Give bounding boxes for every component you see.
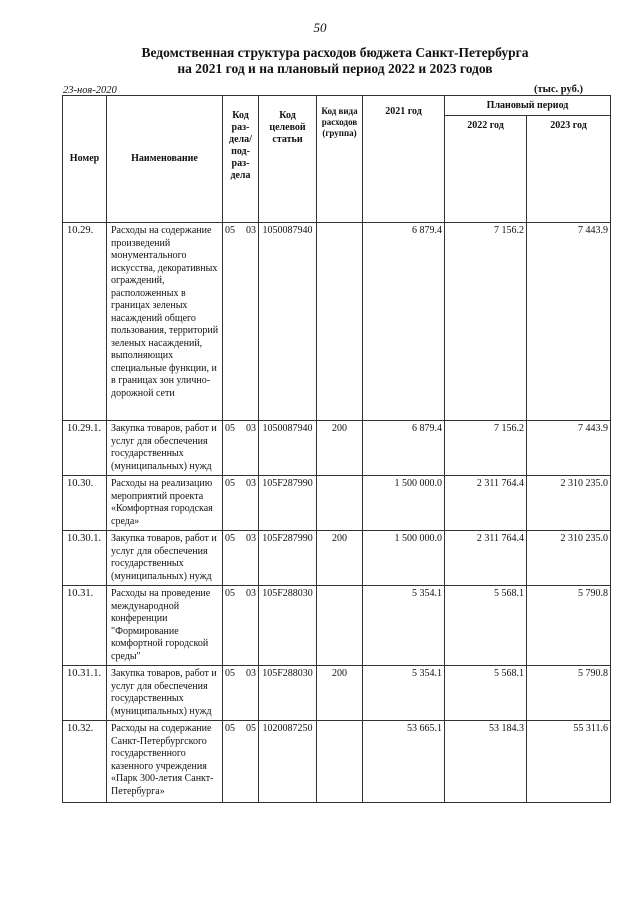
row-type: 200 [317,666,363,721]
header-number: Номер [63,96,107,223]
row-2023: 55 311.6 [527,721,611,803]
row-2022: 5 568.1 [445,586,527,666]
row-target: 1050087940 [259,421,317,476]
row-type [317,476,363,531]
row-name: Расходы на содержание Санкт-Петербургского государственного казенного учреждения «Парк 300-летия Санкт-Петербурга» [107,721,223,803]
page-number: 50 [313,20,327,35]
row-target: 1050087940 [259,223,317,421]
header-section: Код раз- дела/ под- раз- дела [223,96,259,223]
row-section: 05 03 [223,586,259,666]
row-target: 105F287990 [259,476,317,531]
row-target: 105F287990 [259,531,317,586]
row-2022: 2 311 764.4 [445,531,527,586]
row-number: 10.30. [63,476,107,531]
row-2021: 1 500 000.0 [363,531,445,586]
row-target: 105F288030 [259,586,317,666]
row-2022: 2 311 764.4 [445,476,527,531]
row-number: 10.31.1. [63,666,107,721]
row-2022: 7 156.2 [445,223,527,421]
table-row [63,666,611,721]
row-type [317,721,363,803]
header-2022: 2022 год [445,116,527,223]
row-target: 1020087250 [259,721,317,803]
row-target: 105F288030 [259,666,317,721]
document-title [100,45,570,77]
table-row [63,476,611,531]
row-section: 05 03 [223,223,259,421]
row-section: 05 03 [223,476,259,531]
table-row [63,531,611,586]
row-name: Закупка товаров, работ и услуг для обеспечения государственных (муниципальных) нужд [107,666,223,721]
header-target: Код целевой статьи [259,96,317,223]
row-2021: 5 354.1 [363,666,445,721]
budget-table [62,95,611,803]
row-type: 200 [317,531,363,586]
budget-table-container [62,95,610,803]
title-line-2: на 2021 год и на плановый период 2022 и 2023 годов [177,61,493,76]
row-type [317,223,363,421]
table-row [63,721,611,803]
row-section: 05 05 [223,721,259,803]
row-number: 10.32. [63,721,107,803]
row-number: 10.31. [63,586,107,666]
row-2023: 5 790.8 [527,586,611,666]
row-2021: 53 665.1 [363,721,445,803]
row-2021: 6 879.4 [363,421,445,476]
row-section: 05 03 [223,666,259,721]
title-line-1: Ведомственная структура расходов бюджета Санкт-Петербурга [141,45,529,60]
header-name: Наименование [107,96,223,223]
row-name: Расходы на реализацию мероприятий проекта «Комфортная городская среда» [107,476,223,531]
row-type: 200 [317,421,363,476]
row-name: Расходы на содержание произведений монументального искусства, декоративных ограждений, расположенных в границах зеленых насаждений общего пользования, территорий зеленых насаждений, выполняющих специальные функции, и в границах зон улично-дорожной сети [107,223,223,421]
row-number: 10.29. [63,223,107,421]
row-number: 10.30.1. [63,531,107,586]
row-2023: 5 790.8 [527,666,611,721]
table-row [63,223,611,421]
units-label: (тыс. руб.) [534,84,583,95]
row-2023: 7 443.9 [527,223,611,421]
row-2023: 7 443.9 [527,421,611,476]
row-section: 05 03 [223,421,259,476]
table-row [63,421,611,476]
row-2023: 2 310 235.0 [527,531,611,586]
row-section: 05 03 [223,531,259,586]
row-2021: 1 500 000.0 [363,476,445,531]
row-name: Закупка товаров, работ и услуг для обеспечения государственных (муниципальных) нужд [107,421,223,476]
header-planned-period: Плановый период [445,96,611,116]
row-2021: 5 354.1 [363,586,445,666]
row-2022: 7 156.2 [445,421,527,476]
row-2022: 53 184.3 [445,721,527,803]
row-name: Расходы на проведение международной конференции "Формирование комфортной городской среды" [107,586,223,666]
row-name: Закупка товаров, работ и услуг для обеспечения государственных (муниципальных) нужд [107,531,223,586]
table-row [63,586,611,666]
row-2022: 5 568.1 [445,666,527,721]
document-date: 23-ноя-2020 [63,85,117,96]
header-expense-type: Код вида расходов (группа) [317,96,363,223]
row-number: 10.29.1. [63,421,107,476]
row-2021: 6 879.4 [363,223,445,421]
header-2023: 2023 год [527,116,611,223]
row-2023: 2 310 235.0 [527,476,611,531]
row-type [317,586,363,666]
header-2021: 2021 год [363,96,445,223]
